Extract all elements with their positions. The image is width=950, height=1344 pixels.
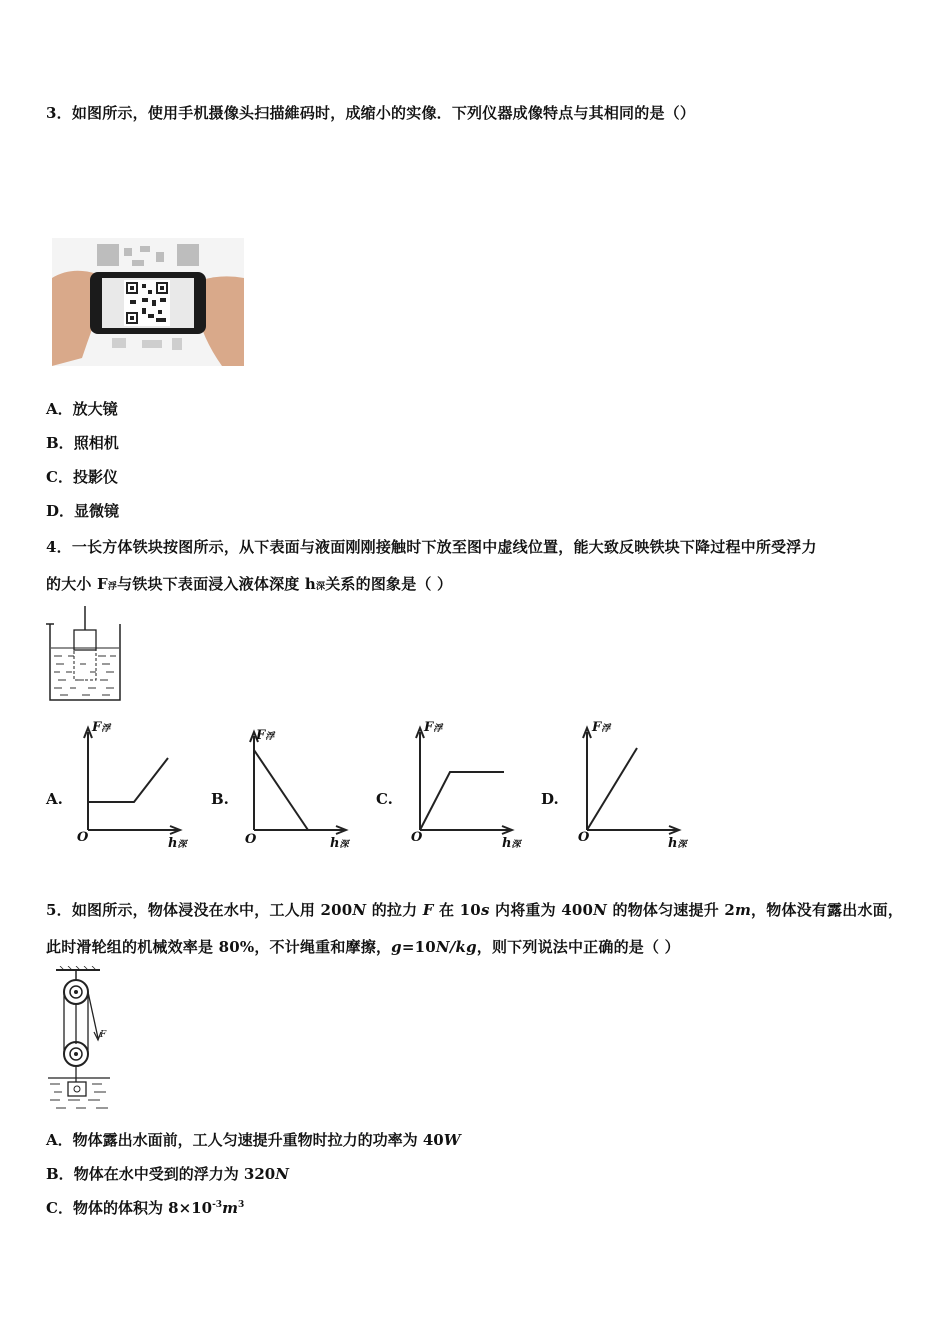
subscript: 深: [677, 840, 687, 850]
unit-text: m: [734, 901, 752, 919]
q3-option-c: [46, 466, 118, 487]
option-letter: D．: [46, 502, 75, 520]
q4-stem-line1: 4．一长方体铁块按图所示，从下表面与液面刚刚接触时下放至图中虚线位置，能大致反映铁块下降过程中所受浮力: [46, 538, 817, 556]
q5-option-c: [46, 1197, 244, 1218]
unit-text: N: [352, 901, 367, 919]
axis-label: h: [330, 836, 340, 851]
q4-stem-text: 的大小 F: [46, 575, 108, 593]
q5-stem-text: 在 10: [433, 901, 481, 919]
q4-stem-line2: [46, 573, 452, 594]
q5-stem-text: =10: [401, 938, 436, 956]
q5-stem-text: ，则下列说法中正确的是（ ）: [476, 938, 680, 956]
pulley-figure: [46, 966, 116, 1116]
unit-text: W: [443, 1131, 461, 1149]
graph-c-y-label: [424, 720, 442, 735]
q3-stem: 3．如图所示，使用手机摄像头扫描維码时，成缩小的实像．下列仪器成像特点与其相同的是（）: [46, 104, 696, 122]
q5-stem-text: 5．如图所示，物体浸没在水中，工人用 200: [46, 901, 353, 919]
graph-d-y-label: [592, 720, 610, 735]
unit-text: N/kg: [435, 938, 477, 956]
axis-label: F: [424, 720, 434, 735]
unit-text: m: [222, 1199, 238, 1217]
graph-c-letter: C.: [376, 790, 393, 808]
graph-b-y-label: [256, 728, 274, 743]
subscript: 浮: [101, 724, 111, 734]
option-text: 物体露出水面前，工人匀速提升重物时拉力的功率为 40: [72, 1131, 444, 1149]
option-letter: B．: [46, 434, 74, 452]
graph-b-x-label: [330, 836, 348, 851]
graph-c-origin: O: [411, 830, 423, 845]
unit-text: s: [480, 901, 490, 919]
q5-option-a: [46, 1129, 461, 1150]
superscript: -3: [212, 1200, 223, 1210]
q3-option-b: [46, 432, 119, 453]
axis-label: h: [168, 836, 178, 851]
option-letter: B．: [46, 1165, 74, 1183]
q4-stem-text: 关系的图象是（ ）: [325, 575, 453, 593]
subscript: 深: [339, 840, 349, 850]
subscript: 浮: [601, 724, 611, 734]
axis-label: F: [92, 720, 102, 735]
q5-stem-text: 的物体匀速提升 2: [607, 901, 735, 919]
qr-scan-photo: [52, 238, 244, 366]
option-letter: A．: [46, 400, 73, 418]
graph-d-letter: D.: [541, 790, 559, 808]
subscript: 深: [177, 840, 187, 850]
q5-stem-text: 的拉力: [366, 901, 423, 919]
option-text: 投影仪: [72, 468, 118, 486]
beaker-figure: [46, 606, 124, 704]
q5-option-b: [46, 1163, 289, 1184]
axis-label: h: [668, 836, 678, 851]
option-text: 物体的体积为 8×10: [72, 1199, 213, 1217]
subscript: 浮: [433, 724, 443, 734]
option-text: 物体在水中受到的浮力为 320: [73, 1165, 276, 1183]
variable-text: g: [391, 938, 402, 956]
graph-b-origin: O: [245, 832, 257, 847]
graph-a-y-label: [92, 720, 110, 735]
graph-a-letter: A.: [46, 790, 63, 808]
option-text: 显微镜: [74, 502, 120, 520]
q3-option-d: [46, 500, 119, 521]
q5-stem-text: 此时滑轮组的机械效率是 80%，不计绳重和摩擦，: [46, 938, 392, 956]
graph-c-x-label: [502, 836, 520, 851]
q3-option-a: [46, 398, 118, 419]
option-letter: C．: [46, 468, 73, 486]
unit-text: N: [275, 1165, 289, 1183]
option-letter: C．: [46, 1199, 73, 1217]
graph-a-x-label: [168, 836, 186, 851]
subscript: 深: [511, 840, 521, 850]
subscript: 浮: [265, 732, 275, 742]
graph-b-letter: B.: [211, 790, 229, 808]
variable-text: F: [422, 901, 434, 919]
q5-stem-line2: [46, 936, 680, 957]
superscript: 3: [237, 1200, 245, 1210]
axis-label: F: [256, 728, 266, 743]
subscript: 深: [316, 582, 326, 592]
q5-stem-text: 内将重为 400: [489, 901, 594, 919]
axis-label: F: [592, 720, 602, 735]
subscript: 浮: [107, 582, 118, 592]
graph-d-x-label: [668, 836, 686, 851]
axis-label: h: [502, 836, 512, 851]
option-text: 照相机: [73, 434, 119, 452]
graph-d-origin: O: [578, 830, 590, 845]
graph-a-origin: O: [77, 830, 89, 845]
option-text: 放大镜: [72, 400, 118, 418]
q5-stem-line1: [46, 899, 903, 920]
pulley-force-label: F: [100, 1030, 107, 1040]
option-letter: A．: [46, 1131, 73, 1149]
q4-stem-text: 与铁块下表面浸入液体深度 h: [117, 575, 317, 593]
q5-stem-text: ，物体没有露出水面，: [751, 901, 904, 919]
unit-text: N: [593, 901, 608, 919]
